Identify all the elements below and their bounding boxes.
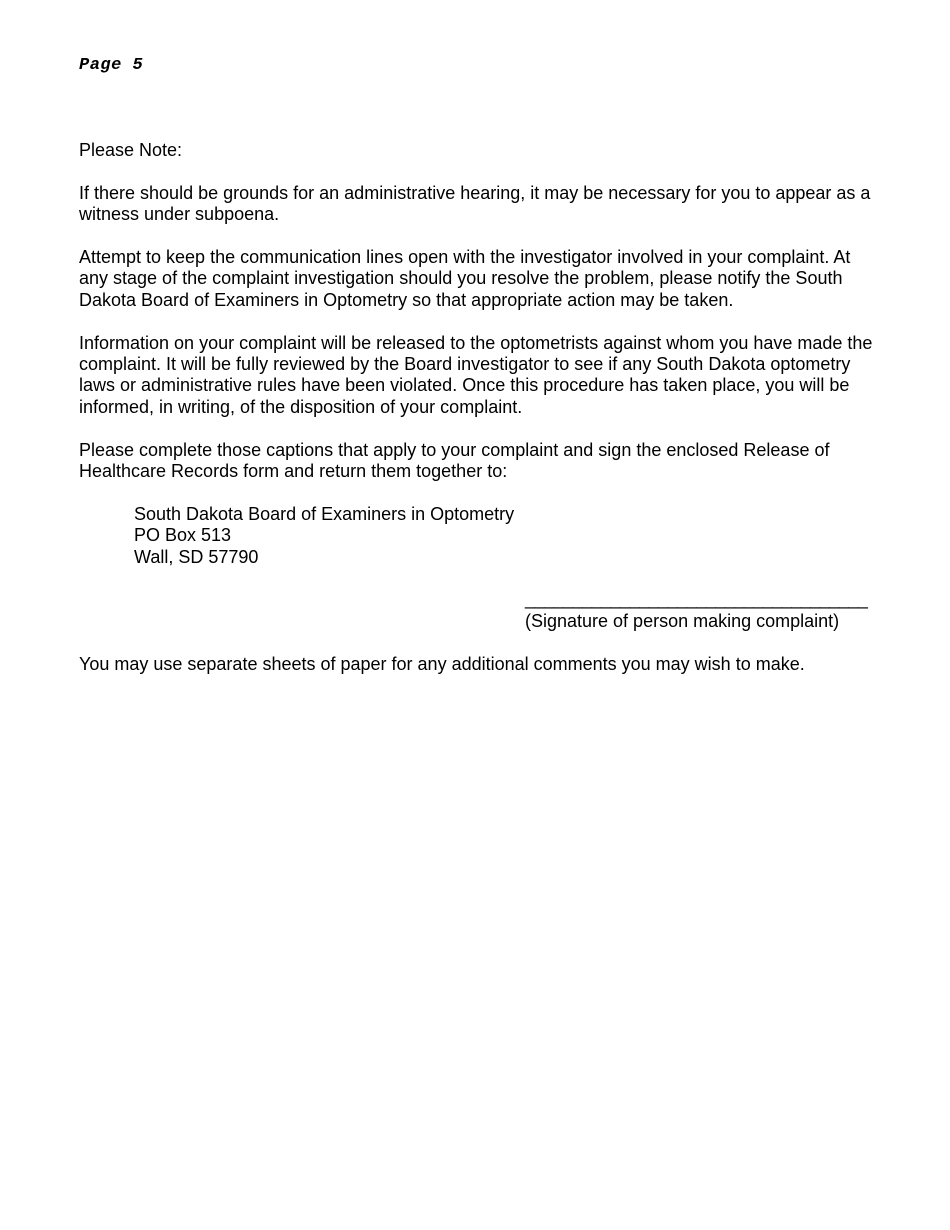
address-line-po-box: PO Box 513 — [134, 525, 232, 546]
signature-line: ____________________________________ — [525, 589, 868, 610]
paragraph-information: Information on your complaint will be released to the optometrists against whom you have made the complaint. It will be fully reviewed by the Board investigator to see if any South Dakota optometry laws or administrative rules have been violated. Once this procedure has taken place, you will be informed, in writing, of the disposition of your complaint. — [79, 332, 873, 417]
document-body — [79, 140, 879, 696]
signature-caption: (Signature of person making complaint) — [525, 610, 840, 631]
mailing-address — [134, 504, 879, 568]
page-number: Page 5 — [79, 56, 144, 75]
address-line-city: Wall, SD 57790 — [134, 546, 259, 567]
signature-block — [525, 589, 875, 632]
note-heading: Please Note: — [79, 140, 183, 160]
paragraph-hearing: If there should be grounds for an administrative hearing, it may be necessary for you to appear as a witness under subpoena. — [79, 182, 871, 225]
paragraph-communication: Attempt to keep the communication lines open with the investigator involved in your complaint. At any stage of the complaint investigation should you resolve the problem, please notify the South Dakota Board of Examiners in Optometry so that appropriate action may be taken. — [79, 247, 851, 310]
paragraph-instructions: Please complete those captions that apply to your complaint and sign the enclosed Release of Healthcare Records form and return them together to: — [79, 439, 830, 482]
address-line-organization: South Dakota Board of Examiners in Optometry — [134, 503, 515, 524]
footer-note: You may use separate sheets of paper for any additional comments you may wish to make. — [79, 653, 805, 674]
